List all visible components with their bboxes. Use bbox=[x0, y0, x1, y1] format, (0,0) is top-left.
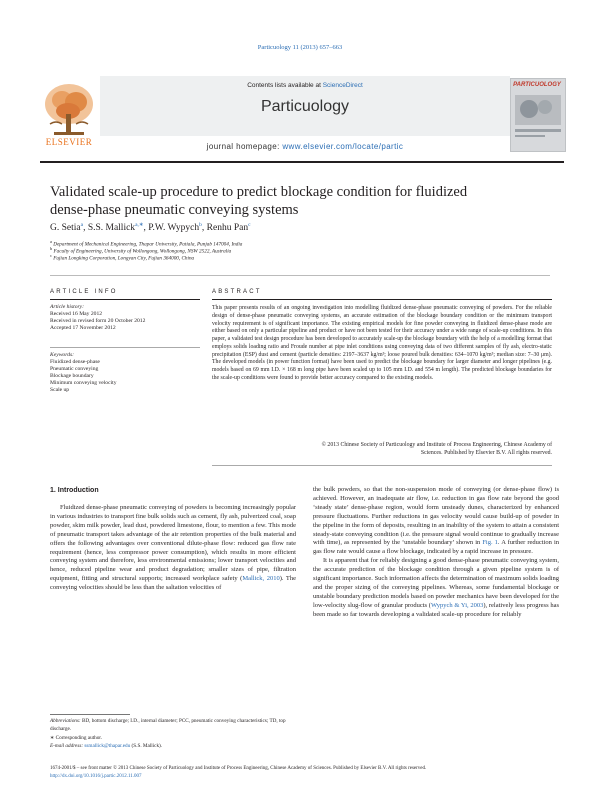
contents-line bbox=[100, 82, 510, 89]
footnote-rule bbox=[50, 714, 130, 715]
copyright-line-1: © 2013 Chinese Society of Particuology and Institute of Process Engineering, Chinese Academy of bbox=[321, 442, 552, 448]
paragraph-text: It is apparent that for reliably designing a good dense-phase pneumatic conveying system, the accurate prediction of the blockage condition through a given pipeline system is of significant importance. Such information affects the determination of maximum solids loading and the proper sizing of the conveying pipelines. Whereas, some fundamental blockage or unstable boundary prediction models based on powder mechanics have been developed for the low-velocity slug-flow of granular products ( bbox=[313, 557, 559, 609]
author-affil-mark[interactable]: a,∗ bbox=[135, 222, 144, 228]
intro-paragraph bbox=[313, 557, 559, 619]
intro-paragraph bbox=[50, 504, 296, 593]
section-divider bbox=[50, 275, 550, 276]
abbreviations-label: Abbreviations: bbox=[50, 718, 81, 724]
figure-link[interactable]: Fig. 1 bbox=[482, 539, 498, 547]
keyword: Minimum conveying velocity bbox=[50, 380, 117, 386]
homepage-prefix: journal homepage: bbox=[206, 142, 283, 151]
header-rule bbox=[40, 161, 564, 163]
keyword: Pneumatic conveying bbox=[50, 366, 99, 372]
author-name: S.S. Mallick bbox=[87, 223, 136, 234]
section-heading-introduction: 1. Introduction bbox=[50, 487, 99, 494]
sciencedirect-link[interactable]: ScienceDirect bbox=[322, 82, 363, 89]
homepage-link[interactable]: www.elsevier.com/locate/partic bbox=[282, 142, 404, 151]
title-line-1: Validated scale-up procedure to predict blockage condition for fluidized bbox=[50, 184, 468, 200]
issn-line: 1674-2001/$ – see front matter © 2013 Chinese Society of Particuology and Institute of Process Engineering, Chinese Academy of Sciences. Published by Elsevier B.V. All rights reserved. bbox=[50, 766, 427, 771]
intro-right-column bbox=[313, 486, 559, 620]
paragraph-text: . A further reduction in gas flow rate would cause a flow blockage, indicated by a rapid increase in pressure. bbox=[313, 539, 560, 556]
paper-title bbox=[50, 183, 550, 219]
abstract-rule bbox=[212, 299, 552, 300]
citation-link[interactable]: Wypych & Yi, 2003 bbox=[430, 601, 484, 609]
author-affil-mark[interactable]: b bbox=[199, 222, 202, 228]
keyword: Fluidized dense-phase bbox=[50, 359, 100, 365]
affiliation-text: Faculty of Engineering, University of Wollongong, Wollongong, NSW 2522, Australia bbox=[53, 248, 232, 255]
abstract-bottom-rule bbox=[212, 465, 552, 466]
paragraph-text: ), relatively less progress has been made so far towards developing a validated scale-up procedure for reliably bbox=[313, 601, 559, 618]
abstract-copyright bbox=[212, 442, 552, 458]
affiliation-mark: c bbox=[50, 253, 52, 258]
accepted-date: Accepted 17 November 2012 bbox=[50, 325, 116, 331]
article-info-rule bbox=[50, 299, 200, 300]
email-label: E-mail address: bbox=[50, 743, 85, 749]
author-list: G. Setia$^a$, S.S. Mallick$^{a,∗}$, P.W. Wypych$^b$, Renhu Pan$^c$ bbox=[50, 222, 251, 234]
paragraph-text: Fluidized dense-phase pneumatic conveying of powders is becoming increasingly popular in various industries to transport fine bulk solids such as cement, fly ash, pulverized coal, soap powder, skim milk powder, lead dust, powdered limestone, flour, to mention a few. This mode of pneumatic transport takes advantage of the air retention properties of the bulk material and offers the following advantages over conventional dilute-phase flow: reduced gas flow rate requirement (hence, less compressor power consumption), which results in more efficient conveying system and therefore, less environmental emissions; lower transport velocities and hence, reduced pipeline wear and product degradation; smaller sizes of pipe, filtration equipment, fitting and structural supports; increased workplace safety ( bbox=[50, 504, 296, 583]
intro-paragraph bbox=[313, 486, 559, 557]
abbreviations-text: BD, bottom discharge; I.D., internal diameter; PCC, pneumatic conveying characteristics; TD, top discharge. bbox=[50, 718, 286, 732]
email-link[interactable]: ssmallick@thapar.edu bbox=[84, 743, 131, 749]
intro-left-column bbox=[50, 504, 296, 593]
keyword: Scale up bbox=[50, 387, 70, 393]
email-footnote bbox=[50, 743, 296, 751]
corresponding-footnote: ∗ Corresponding author. bbox=[50, 735, 103, 741]
elsevier-wordmark: ELSEVIER bbox=[45, 137, 93, 147]
affiliation-text: Department of Mechanical Engineering, Thapar University, Patiala, Punjab 147004, India bbox=[53, 241, 243, 248]
journal-homepage bbox=[100, 142, 510, 151]
cover-art bbox=[511, 79, 565, 151]
keyword: Blockage boundary bbox=[50, 373, 94, 379]
affiliation-text: Fujian Longking Corporation, Longyan City, Fujian 364000, China bbox=[53, 255, 195, 262]
contents-prefix: Contents lists available at bbox=[247, 82, 323, 89]
history-label: Article history: bbox=[50, 304, 85, 310]
article-info-heading: ARTICLE INFO bbox=[50, 289, 118, 295]
abbreviations-footnote bbox=[50, 718, 296, 733]
affiliation-mark: a bbox=[50, 239, 52, 244]
affiliation-mark: b bbox=[50, 246, 53, 251]
journal-reference[interactable]: Particuology 11 (2013) 657–663 bbox=[257, 44, 343, 51]
citation-link[interactable]: Mallick, 2010 bbox=[242, 575, 280, 583]
author-name: G. Setia bbox=[50, 223, 81, 234]
title-line-2: dense-phase pneumatic conveying systems bbox=[50, 202, 299, 218]
journal-title: Particuology bbox=[260, 98, 350, 115]
keywords-rule bbox=[50, 347, 200, 348]
keywords-label: Keywords: bbox=[50, 352, 75, 358]
author-name: Renhu Pan bbox=[206, 223, 249, 234]
doi-link[interactable]: http://dx.doi.org/10.1016/j.partic.2012.11.007 bbox=[50, 774, 142, 779]
paragraph-text: the bulk powders, so that the non-suspension mode of conveying (or dense-phase flow) is achieved. However, an inadequate air flow, i.e. reduction in gas flow rate beyond the good ‘steady state’ dense-phase region, would form unsteady dunes, characterized by enhanced pressure fluctuations. Further reductions in gas velocity would cause build-up of powder in the pipeline in the form of deposits, resulting in an inability of the system to attain a consistent steady-state conveying condition (i.e. the pressure signal would continue to gradually increase with time), as represented by the ‘unstable boundary’ shown in bbox=[313, 486, 559, 547]
copyright-line-2: Sciences. Published by Elsevier B.V. All rights reserved. bbox=[420, 449, 552, 456]
affiliation bbox=[50, 252, 550, 263]
keywords-block bbox=[50, 352, 200, 394]
author-affil-mark[interactable]: a bbox=[80, 222, 84, 228]
abstract-text: This paper presents results of an ongoing investigation into modelling fluidized dense-phase pneumatic conveying of powders. For the reliable design of dense-phase pneumatic conveying systems, an accurate estimation of the blockage boundary condition or the minimum transport velocity requirement is of significant importance. The existing empirical models for fine powder conveying in fluidized dense-phase mode are either based on only a particular pipeline and product or have not been tested for their accuracy under a wide range of scale-up conditions. In this paper, a validated test design procedure has been developed to accurately scale-up the blockage boundary with the help of a modelling format that employs solids loading ratio and Froude number at pipe inlet conditions using conveying data of two different samples of fly ash, electro-static precipitation (ESP) dust and cement (particle densities: 2197–3637 kg/m³; loose poured bulk densities: 634–1070 kg/m³; median size: 7–30 μm). The developed models (in power function format) have been used to predict the blockage boundary for larger diameter and longer pipelines (e.g. models based on 69 mm I.D. × 168 m long pipe have been scaled up to 105 mm I.D. and 554 m length). The predicted blockage boundaries for the scale-up conditions were found to provide better accuracy compared to the existing models. bbox=[212, 305, 552, 381]
journal-cover-image bbox=[510, 78, 566, 152]
abstract-heading: ABSTRACT bbox=[212, 289, 262, 295]
author-name: P.W. Wypych bbox=[148, 223, 200, 234]
email-suffix: (S.S. Mallick). bbox=[130, 743, 163, 749]
paragraph-text: ). The conveying velocities should be less than the saltation velocities of bbox=[50, 575, 297, 592]
article-history bbox=[50, 304, 200, 332]
cover-title: PARTICUOLOGY bbox=[513, 82, 561, 88]
revised-date: Received in revised form 20 October 2012 bbox=[50, 318, 146, 324]
author-affil-mark[interactable]: c bbox=[248, 222, 251, 228]
received-date: Received 16 May 2012 bbox=[50, 311, 103, 317]
